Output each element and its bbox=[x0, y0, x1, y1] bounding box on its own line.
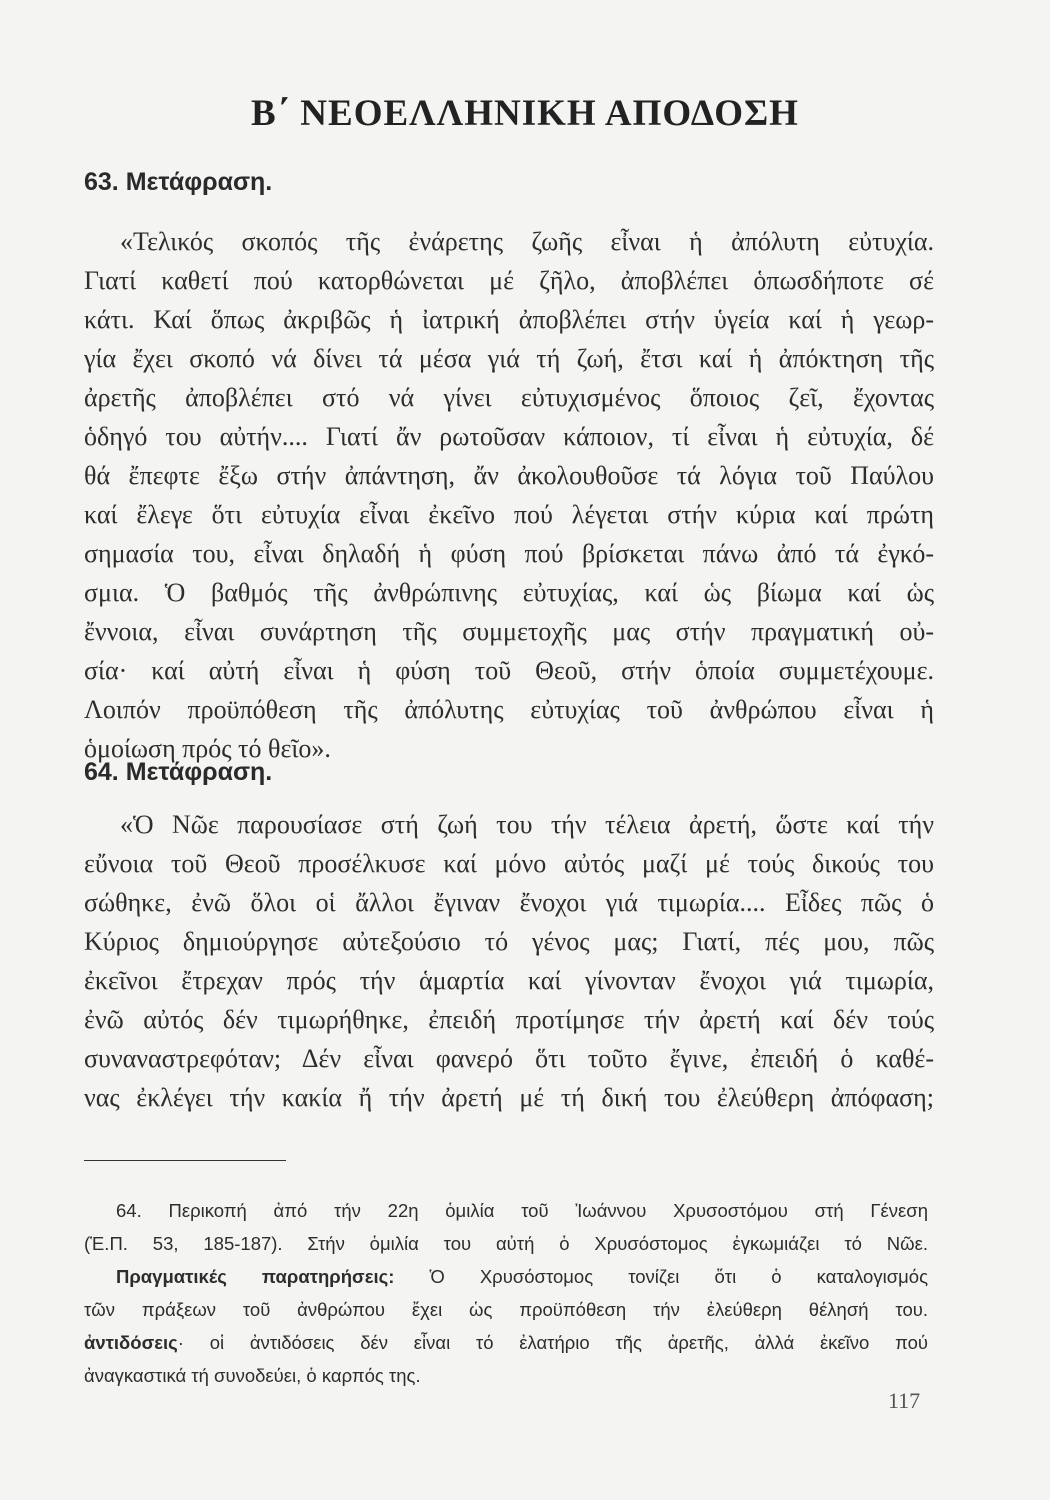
text-line: ὁδηγό του αὐτήν.... Γιατί ἄν ρωτοῦσαν κάποιον, τί εἶναι ἡ εὐτυχία, δέ bbox=[84, 422, 934, 451]
text-line: σία· καί αὐτή εἶναι ἡ φύση τοῦ Θεοῦ, στήν ὁποία συμμετέχουμε. bbox=[84, 656, 934, 685]
footnote-line bbox=[84, 1330, 928, 1356]
footnote-line bbox=[116, 1264, 928, 1290]
footnote-text: Ὁ Χρυσόστομος τονίζει ὅτι ὁ καταλογισμός bbox=[394, 1266, 928, 1287]
text-line: Λοιπόν προϋπόθεση τῆς ἀπόλυτης εὐτυχίας τοῦ ἀνθρώπου εἶναι ἡ bbox=[84, 695, 934, 724]
page-number: 117 bbox=[888, 1388, 921, 1413]
text-line: σώθηκε, ἐνῶ ὅλοι οἱ ἄλλοι ἔγιναν ἔνοχοι γιά τιμωρία.... Εἶδες πῶς ὁ bbox=[84, 888, 934, 917]
text-line: συναναστρεφόταν; Δέν εἶναι φανερό ὅτι τοῦτο ἔγινε, ἐπειδή ὁ καθέ- bbox=[84, 1044, 934, 1073]
text-line: ἔννοια, εἶναι συνάρτηση τῆς συμμετοχῆς μας στήν πραγματική οὐ- bbox=[84, 617, 934, 646]
text-line: θά ἔπεφτε ἔξω στήν ἀπάντηση, ἄν ἀκολουθοῦσε τά λόγια τοῦ Παύλου bbox=[84, 461, 934, 490]
text-line: Γιατί καθετί πού κατορθώνεται μέ ζῆλο, ἀποβλέπει ὁπωσδήποτε σέ bbox=[84, 266, 934, 295]
text-line: σμια. Ὁ βαθμός τῆς ἀνθρώπινης εὐτυχίας, καί ὡς βίωμα καί ὡς bbox=[84, 578, 934, 607]
text-line: εὔνοια τοῦ Θεοῦ προσέλκυσε καί μόνο αὐτός μαζί μέ τούς δικούς του bbox=[84, 849, 934, 878]
text-line: «Ὁ Νῶε παρουσίασε στή ζωή του τήν τέλεια ἀρετή, ὥστε καί τήν bbox=[120, 810, 934, 839]
footnote-line: ἀναγκαστικά τή συνοδεύει, ὁ καρπός της. bbox=[84, 1365, 421, 1386]
section-64-heading: 64. Μετάφραση. bbox=[84, 758, 273, 786]
text-line: ἀρετῆς ἀποβλέπει στό νά γίνει εὐτυχισμένος ὅποιος ζεῖ, ἔχοντας bbox=[84, 383, 934, 412]
text-line: κάτι. Καί ὅπως ἀκριβῶς ἡ ἰατρική ἀποβλέπει στήν ὑγεία καί ἡ γεωρ- bbox=[84, 305, 934, 334]
text-line: «Τελικός σκοπός τῆς ἐνάρετης ζωῆς εἶναι ἡ ἀπόλυτη εὐτυχία. bbox=[120, 227, 934, 256]
antidoseis-label: ἀντιδόσεις bbox=[84, 1332, 178, 1353]
footnote-line: 64. Περικοπή ἀπό τήν 22η ὁμιλία τοῦ Ἰωάννου Χρυσοστόμου στή Γένεση bbox=[116, 1200, 928, 1221]
footnote-text: · οἱ ἀντιδόσεις δέν εἶναι τό ἐλατήριο τῆς ἀρετῆς, ἀλλά ἐκεῖνο πού bbox=[177, 1332, 928, 1353]
footnote-line: (Ἑ.Π. 53, 185-187). Στήν ὁμιλία του αὐτή ὁ Χρυσόστομος ἐγκωμιάζει τό Νῶε. bbox=[84, 1233, 928, 1254]
text-line: καί ἔλεγε ὅτι εὐτυχία εἶναι ἐκεῖνο πού λέγεται στήν κύρια καί πρώτη bbox=[84, 500, 934, 529]
text-line: νας ἐκλέγει τήν κακία ἤ τήν ἀρετή μέ τή δική του ἐλεύθερη ἀπόφαση; bbox=[84, 1083, 934, 1112]
footnote-divider bbox=[84, 1160, 286, 1161]
text-line: γία ἔχει σκοπό νά δίνει τά μέσα γιά τή ζωή, ἔτσι καί ἡ ἀπόκτηση τῆς bbox=[84, 344, 934, 373]
text-line: σημασία του, εἶναι δηλαδή ἡ φύση πού βρίσκεται πάνω ἀπό τά ἐγκό- bbox=[84, 539, 934, 568]
text-line: ἐκεῖνοι ἔτρεχαν πρός τήν ἁμαρτία καί γίνονταν ἔνοχοι γιά τιμωρία, bbox=[84, 966, 934, 995]
text-line: ἐνῶ αὐτός δέν τιμωρήθηκε, ἐπειδή προτίμησε τήν ἀρετή καί δέν τούς bbox=[84, 1005, 934, 1034]
text-line: ὁμοίωση πρός τό θεῖο». bbox=[84, 734, 331, 763]
remarks-label: Πραγματικές παρατηρήσεις: bbox=[116, 1266, 395, 1287]
text-line: Κύριος δημιούργησε αὐτεξούσιο τό γένος μας; Γιατί, πές μου, πῶς bbox=[84, 927, 934, 956]
footnote-line: τῶν πράξεων τοῦ ἀνθρώπου ἔχει ὡς προϋπόθεση τήν ἐλεύθερη θέλησή του. bbox=[84, 1299, 928, 1320]
section-63-heading: 63. Μετάφραση. bbox=[84, 168, 273, 196]
chapter-title: Β΄ ΝΕΟΕΛΛΗΝΙΚΗ ΑΠΟΔΟΣΗ bbox=[251, 93, 799, 134]
